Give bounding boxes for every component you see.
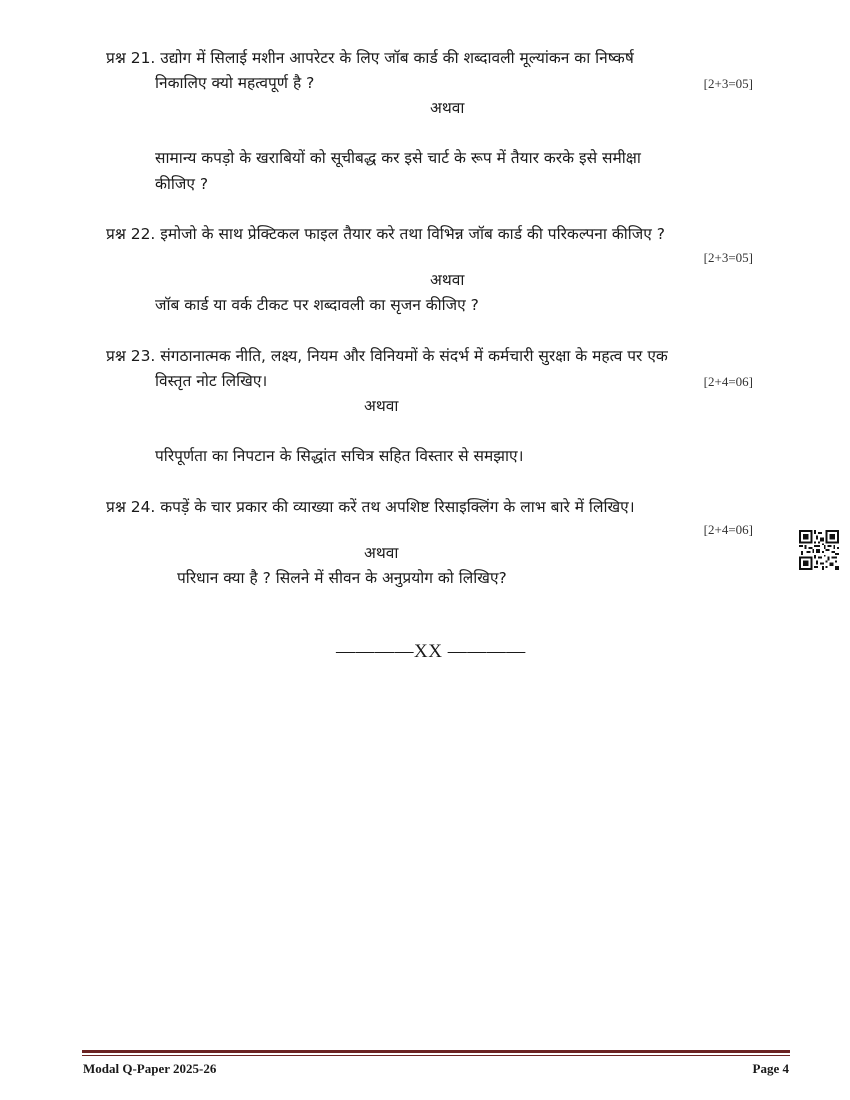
footer-page-number: Page 4 (752, 1061, 789, 1076)
question-23-or-label: अथवा (364, 397, 399, 415)
question-21-alt-line-2: कीजिए ? (155, 175, 209, 193)
question-23-line-2: विस्तृत नोट लिखिए। (155, 372, 268, 390)
question-24-marks: [2+4=06] (703, 522, 753, 537)
question-21-alt-line-1: सामान्य कपड़ो के खराबियों को सूचीबद्ध कर इसे चार्ट के रूप में तैयार करके इसे समीक्षा (155, 149, 641, 167)
question-22-alt-line-1: जॉब कार्ड या वर्क टीकट पर शब्दावली का सृजन कीजिए ? (155, 296, 479, 314)
qr-code-icon (799, 530, 839, 570)
footer-rule-thin (82, 1055, 790, 1056)
end-separator: ————XX ———— (336, 641, 526, 662)
question-24-alt-line-1: परिधान क्या है ? सिलने में सीवन के अनुप्रयोग को लिखिए? (177, 569, 507, 587)
question-21-line-2: निकालिए क्यो महत्वपूर्ण है ? (155, 74, 315, 92)
question-23-marks: [2+4=06] (703, 374, 753, 389)
footer-rule-thick (82, 1050, 790, 1053)
question-24-line-1: प्रश्न 24. कपड़ें के चार प्रकार की व्याख्या करें तथ अपशिष्ट रिसाइक्लिंग के लाभ बारे में लिखिए। (106, 498, 635, 516)
question-21-line-1: प्रश्न 21. उद्योग में सिलाई मशीन आपरेटर के लिए जॉब कार्ड की शब्दावली मूल्यांकन का निष्कर्ष (106, 49, 634, 67)
question-21-or-label: अथवा (430, 99, 465, 117)
question-22-line-1: प्रश्न 22. इमोजो के साथ प्रेक्टिकल फाइल तैयार करे तथा विभिन्न जॉब कार्ड की परिकल्पना कीजिए ? (106, 225, 665, 243)
question-22-marks: [2+3=05] (703, 250, 753, 265)
question-23-alt-line-1: परिपूर्णता का निपटान के सिद्धांत सचित्र सहित विस्तार से समझाए। (155, 447, 524, 465)
question-23-line-1: प्रश्न 23. संगठानात्मक नीति, लक्ष्य, नियम और विनियमों के संदर्भ में कर्मचारी सुरक्षा के महत्व पर एक (106, 347, 668, 365)
question-22-or-label: अथवा (430, 271, 465, 289)
question-21-marks: [2+3=05] (703, 76, 753, 91)
footer-paper-title: Modal Q-Paper 2025-26 (83, 1061, 217, 1076)
question-24-or-label: अथवा (364, 544, 399, 562)
